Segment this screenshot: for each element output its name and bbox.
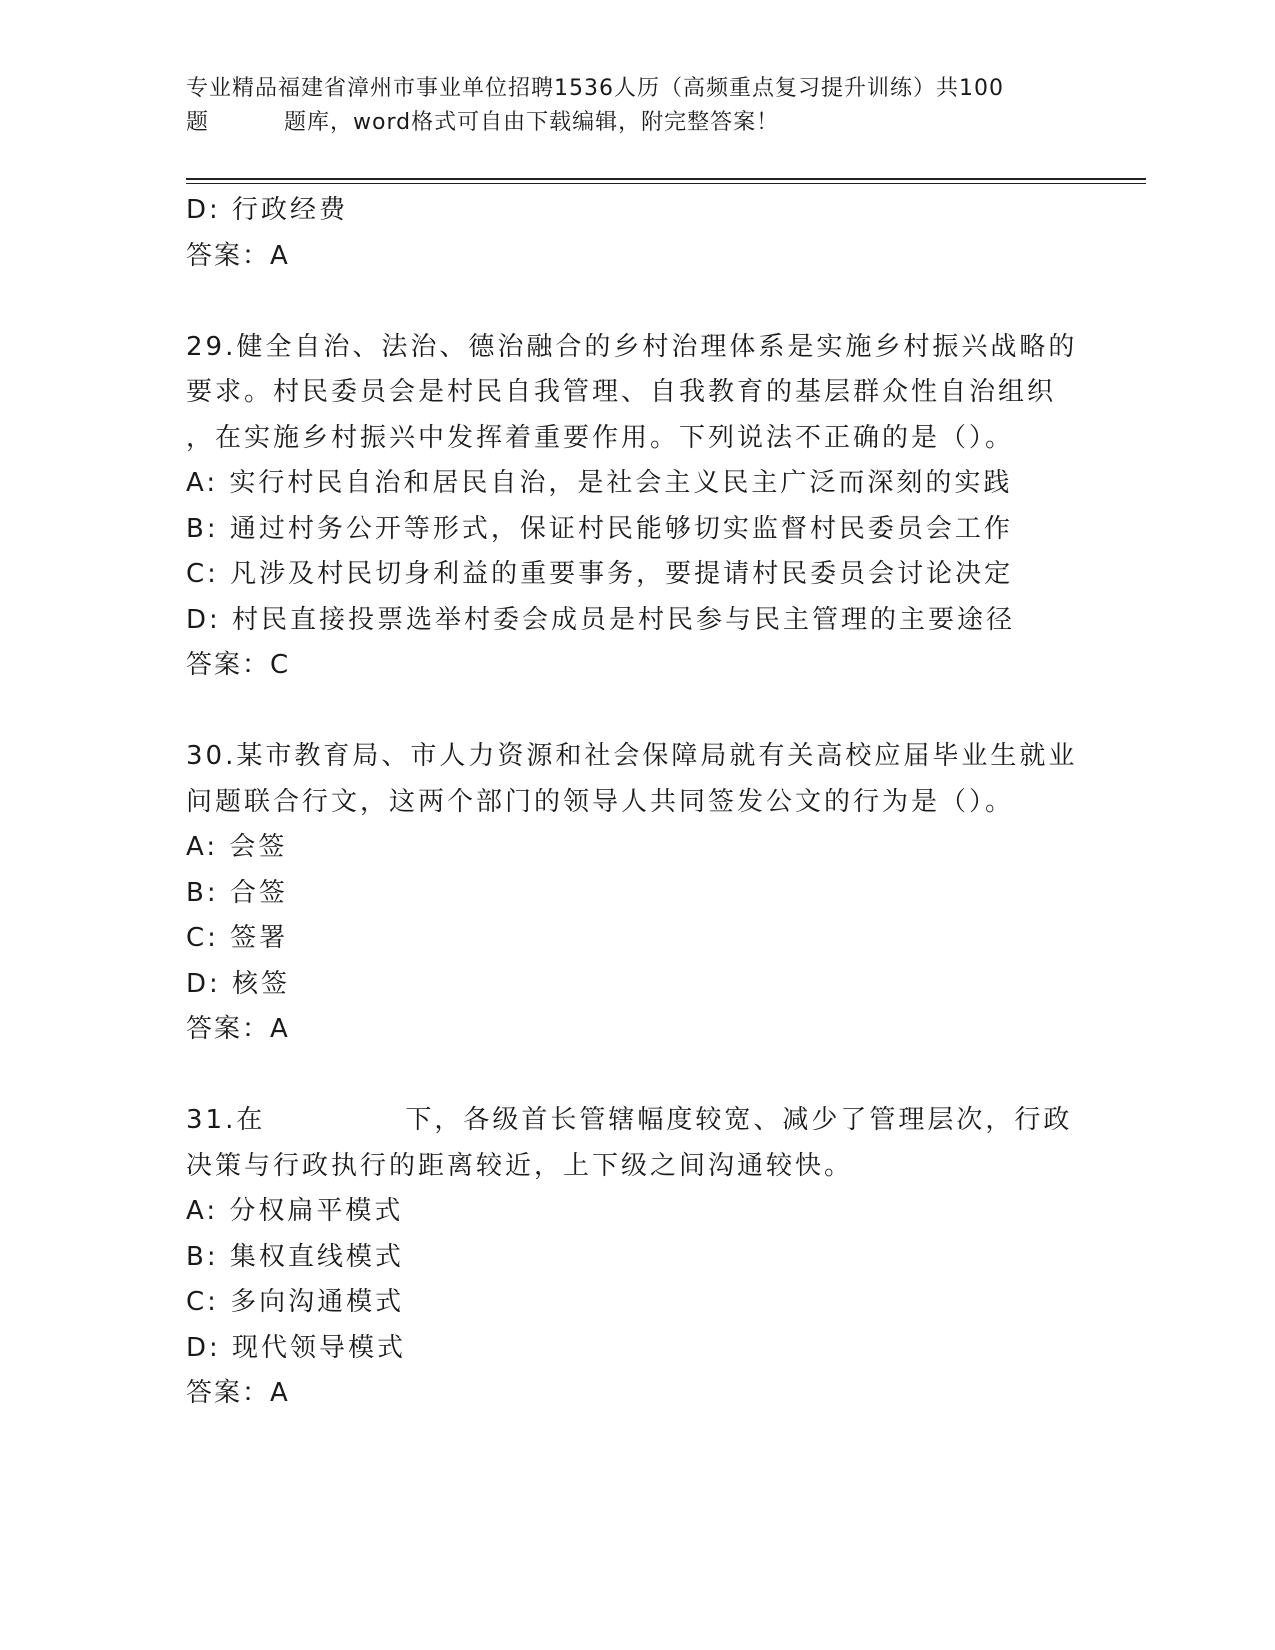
q31-answer: 答案：A [186,1378,290,1408]
q31-option-c: C: 多向沟通模式 [186,1287,405,1317]
header-title-line2-rest: 题库，word格式可自由下载编辑，附完整答案！ [284,110,780,135]
document-header [186,72,1086,140]
q30-option-a: A: 会签 [186,832,288,862]
q30-answer: 答案：A [186,1014,290,1044]
question-content [186,188,1086,1417]
q29-option-a: A: 实行村民自治和居民自治，是社会主义民主广泛而深刻的实践 [186,468,1013,498]
header-divider-thick [186,178,1146,180]
q29-option-c: C: 凡涉及村民切身利益的重要事务，要提请村民委员会讨论决定 [186,559,1014,589]
q30-stem-line-1: 30.某市教育局、市人力资源和社会保障局就有关高校应届毕业生就业 [186,741,1078,771]
q29-stem-line-3: ，在实施乡村振兴中发挥着重要作用。下列说法不正确的是（）。 [186,422,1015,453]
header-title-line2-start: 题 [186,110,210,135]
q30-stem-line-2: 问题联合行文，这两个部门的领导人共同签发公文的行为是（）。 [186,786,1015,817]
q30-option-b: B: 合签 [186,877,288,908]
q29-stem-line-2: 要求。村民委员会是村民自我管理、自我教育的基层群众性自治组织 [186,377,1057,407]
q29-stem-line-1: 29.健全自治、法治、德治融合的乡村治理体系是实施乡村振兴战略的 [186,331,1078,362]
header-divider-thin [186,183,1146,184]
q31-stem-line-1-rest: 下，各级首长管辖幅度较宽、减少了管理层次，行政 [405,1105,1073,1135]
header-title-line2 [186,106,1086,140]
q31-stem-line-2: 决策与行政执行的距离较近，上下级之间沟通较快。 [186,1150,854,1181]
q31-stem-line-1-start: 31.在 [186,1105,266,1135]
q31-option-b: B: 集权直线模式 [186,1241,404,1272]
q29-option-d: D: 村民直接投票选举村委会成员是村民参与民主管理的主要途径 [186,604,1016,635]
q31-option-d: D: 现代领导模式 [186,1332,407,1363]
q30-option-c: C: 签署 [186,923,289,953]
q30-option-d: D: 核签 [186,968,291,999]
q31-option-a: A: 分权扁平模式 [186,1196,404,1226]
header-title-line1: 专业精品福建省漳州市事业单位招聘1536人历（高频重点复习提升训练）共100 [186,76,1004,101]
q28-option-d: D: 行政经费 [186,195,349,225]
q29-answer: 答案：C [186,650,291,680]
q29-option-b: B: 通过村务公开等形式，保证村民能够切实监督村民委员会工作 [186,513,1013,544]
q31-stem-line-1 [186,1098,1086,1144]
q28-answer: 答案：A [186,240,290,271]
